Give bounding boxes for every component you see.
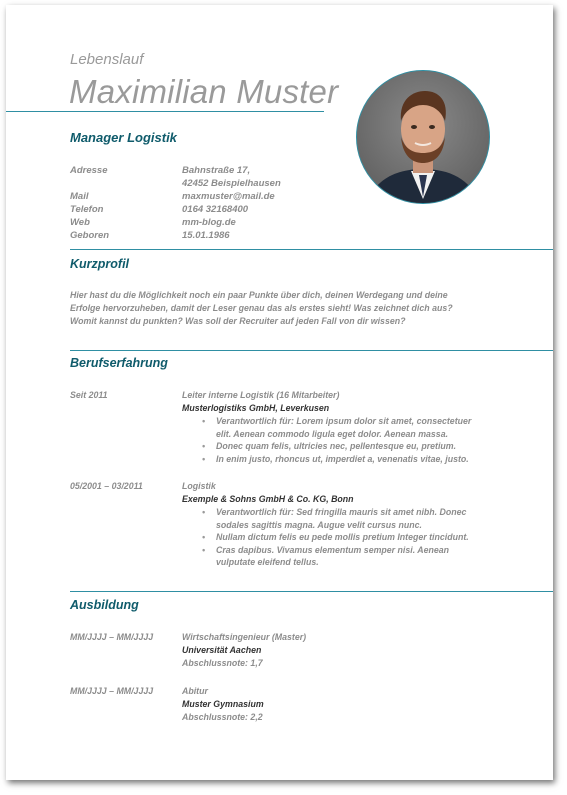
info-label: Web: [70, 217, 90, 228]
info-row-web: [70, 217, 330, 230]
info-row-phone: [70, 204, 330, 217]
section-rule: [70, 591, 553, 592]
section-title-berufserfahrung: Berufserfahrung: [70, 356, 168, 370]
info-label: Geboren: [70, 230, 110, 241]
education-date: MM/JJJJ – MM/JJJJ: [70, 632, 154, 642]
info-value: 0164 32168400: [182, 204, 249, 215]
bullet-item: • Verantwortlich für: Lorem ipsum dolor sit amet, consectetuer elit. Aenean commodo ligula eget dolor. Aenean massa.: [182, 415, 512, 440]
section-rule: [70, 249, 553, 250]
header-rule: [6, 111, 324, 112]
summary-line: Womit kannst du punkten? Was soll der Recruiter auf jeden Fall von dir wissen?: [70, 316, 406, 326]
education-date: MM/JJJJ – MM/JJJJ: [70, 686, 154, 696]
section-title-ausbildung: Ausbildung: [70, 598, 139, 612]
education-degree: Abitur: [182, 686, 208, 696]
experience-date: 05/2001 – 03/2011: [70, 481, 143, 491]
info-label: Telefon: [70, 204, 104, 215]
summary-line: Erfolge hervorzuheben, damit der Leser genau das als erstes sieht! Was zeichnet dich aus?: [70, 303, 453, 313]
education-school: Muster Gymnasium: [182, 699, 264, 709]
experience-role: Leiter interne Logistik (16 Mitarbeiter): [182, 390, 340, 400]
experience-company: Exemple & Sohns GmbH & Co. KG, Bonn: [182, 494, 354, 504]
candidate-name: Maximilian Muster: [69, 73, 339, 110]
info-label: Mail: [70, 191, 89, 202]
education-grade: Abschlussnote: 1,7: [182, 658, 263, 668]
profile-photo: [356, 70, 490, 204]
job-title: Manager Logistik: [70, 130, 177, 145]
section-title-kurzprofil: Kurzprofil: [70, 257, 130, 271]
portrait-image: [357, 71, 489, 203]
info-row-address-2: [70, 178, 330, 191]
bullet-item: • In enim justo, rhoncus ut, imperdiet a, venenatis vitae, justo.: [182, 453, 512, 466]
personal-info: [70, 165, 330, 243]
bullet-item: • Nullam dictum felis eu pede mollis pretium Integer tincidunt.: [182, 531, 512, 544]
education-school: Universität Aachen: [182, 645, 262, 655]
info-label: Adresse: [70, 165, 108, 176]
experience-bullets: [182, 506, 512, 569]
experience-role: Logistik: [182, 481, 216, 491]
info-label: [70, 178, 182, 191]
info-row-address: [70, 165, 330, 178]
experience-company: Musterlogistiks GmbH, Leverkusen: [182, 403, 330, 413]
info-value: maxmuster@mail.de: [182, 191, 275, 202]
info-row-mail: [70, 191, 330, 204]
profile-summary: [70, 289, 540, 328]
cv-page: [6, 5, 553, 780]
bullet-item: • Donec quam felis, ultricies nec, pellentesque eu, pretium.: [182, 440, 512, 453]
section-rule: [70, 350, 553, 351]
info-value: Bahnstraße 17,: [182, 165, 251, 176]
summary-line: Hier hast du die Möglichkeit noch ein paar Punkte über dich, deinen Werdegang und deine: [70, 290, 448, 300]
info-value: mm-blog.de: [182, 217, 236, 228]
cv-label: Lebenslauf: [70, 51, 144, 68]
experience-bullets: [182, 415, 512, 465]
info-value: 15.01.1986: [182, 230, 230, 241]
bullet-item: • Verantwortlich für: Sed fringilla mauris sit amet nibh. Donec sodales sagittis magna. Augue velit cursus nunc.: [182, 506, 512, 531]
education-degree: Wirtschaftsingenieur (Master): [182, 632, 307, 642]
education-grade: Abschlussnote: 2,2: [182, 712, 263, 722]
bullet-item: • Cras dapibus. Vivamus elementum semper nisi. Aenean vulputate eleifend tellus.: [182, 544, 512, 569]
info-value: 42452 Beispielhausen: [182, 178, 281, 189]
experience-date: Seit 2011: [70, 390, 108, 400]
info-row-birth: [70, 230, 330, 243]
